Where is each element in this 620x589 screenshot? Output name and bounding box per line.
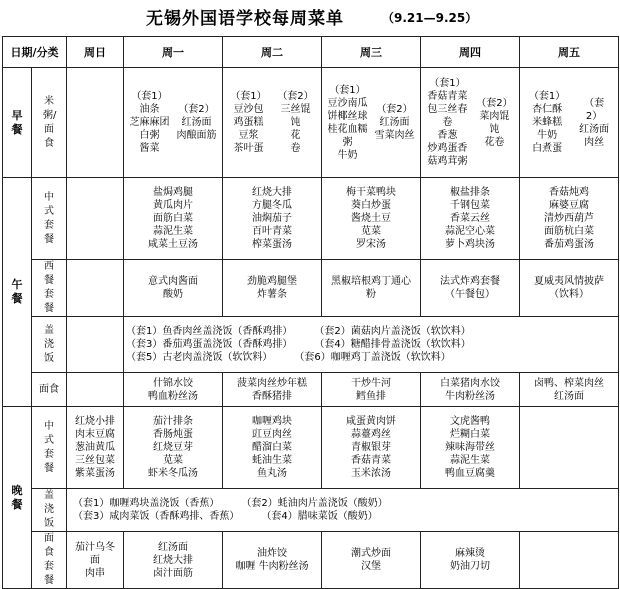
dish-line: 劲脆鸡腿堡 bbox=[247, 276, 297, 287]
dish-line: 豆沙南瓜 bbox=[327, 97, 368, 109]
dish-line: 红汤面 bbox=[181, 117, 212, 128]
dish-line: 包三丝春 bbox=[427, 104, 468, 115]
dish-line: 芝麻麻团 bbox=[129, 117, 170, 128]
dish-line: 咸菜土豆汤 bbox=[148, 239, 198, 250]
dish-line: 蚝油生菜 bbox=[252, 455, 292, 466]
lunch-label: 午餐 bbox=[3, 178, 32, 407]
dish-line: 花 bbox=[290, 130, 301, 141]
dish-line: 豆浆 bbox=[238, 130, 259, 141]
dish-line: 麻婆豆腐 bbox=[549, 200, 589, 211]
lunch-chinese-tue bbox=[223, 178, 322, 260]
dish-line: 蒜泥生菜 bbox=[153, 226, 193, 237]
lunch-chinese-row bbox=[3, 178, 619, 260]
dish-line: 牛奶 bbox=[537, 130, 558, 141]
dish-line: 罗宋汤 bbox=[356, 239, 386, 250]
dish-line: 咖喱鸡块 bbox=[252, 416, 292, 427]
dish-line: 米蜂糕 bbox=[532, 117, 563, 128]
lunch-western-mon bbox=[124, 260, 223, 317]
dish-line: 红烧小排 bbox=[75, 416, 115, 427]
dish-line: 青椒银芽 bbox=[351, 442, 391, 453]
dish-line: 三丝馄 bbox=[280, 104, 311, 115]
dish-line: （套1） bbox=[528, 91, 566, 102]
title-row bbox=[0, 0, 620, 30]
dish-line: 杏仁酥 bbox=[532, 104, 563, 115]
dinner-noodles-mon bbox=[124, 532, 223, 589]
dish-line: 肉末豆腐 bbox=[75, 429, 115, 440]
dish-line: 辣味海带丝 bbox=[445, 442, 495, 453]
breakfast-weekday bbox=[67, 68, 124, 178]
lunch-noodles-row bbox=[3, 373, 619, 407]
dish-line: 菠菜肉丝炒年糕 bbox=[237, 377, 307, 389]
dinner-chinese-mon bbox=[124, 407, 223, 489]
lunch-noodles-mon bbox=[124, 373, 223, 407]
dish-line: 香菜云丝 bbox=[450, 213, 490, 224]
dish-line: 虾米冬瓜汤 bbox=[148, 468, 198, 479]
lunch-noodles-tue bbox=[223, 373, 322, 407]
dish-line: 潮式炒面 bbox=[351, 548, 391, 559]
dish-line: 玉米浓汤 bbox=[351, 468, 391, 479]
dinner-ricebowl-category: 盖浇饭 bbox=[32, 489, 67, 532]
breakfast-label: 早餐 bbox=[3, 68, 32, 178]
dish-line: 烂糊白菜 bbox=[450, 429, 490, 440]
lunch-noodles-weekday bbox=[67, 373, 124, 407]
fri-header: 周五 bbox=[520, 37, 619, 68]
breakfast-tue bbox=[223, 68, 322, 178]
dinner-noodles-tue bbox=[223, 532, 322, 589]
lunch-ricebowl-list: （套1）鱼香肉丝盖浇饭（香酥鸡排） （套2）菌菇肉片盖浇饭（软饮料） （套3）番茄鸡蛋盖浇饭（香酥鸡排） （套4）糖醋排骨盖浇饭（软饮料） （套5）古老肉盖浇饭（软饮料） （套6）咖喱鸡丁盖浇饭（软饮料） bbox=[124, 317, 619, 373]
dish-line: 茶叶蛋 bbox=[233, 143, 264, 154]
lunch-chinese-wed bbox=[322, 178, 421, 260]
dish-line: 清炒西葫芦 bbox=[544, 213, 594, 224]
dish-line: （套1） bbox=[429, 78, 466, 89]
dish-line: （套2） bbox=[178, 104, 215, 115]
dish-line: 萝卜鸡块汤 bbox=[445, 239, 495, 250]
dish-line: 三丝包菜 bbox=[75, 455, 115, 466]
dish-line: 法式炸鸡套餐 bbox=[440, 276, 500, 287]
dish-line: 面筋杭白菜 bbox=[544, 226, 594, 237]
dish-line: 文虎酱鸭 bbox=[450, 416, 490, 427]
header-row bbox=[3, 37, 619, 68]
dish-line: （套 bbox=[584, 97, 605, 109]
dish-line: 卤鸭、榨菜肉丝 bbox=[534, 377, 604, 389]
lunch-noodles-wed bbox=[322, 373, 421, 407]
weekday-header: 周日 bbox=[67, 37, 124, 68]
dinner-ricebowl-list: （套1）咖喱鸡块盖浇饭（香蕉） （套2）蚝油肉片盖浇饭（酸奶） （套3）咸肉菜饭（香酥鸡排、香蕉） （套4）腊味菜饭（酸奶） bbox=[67, 489, 619, 532]
dish-line: 饨 bbox=[489, 123, 500, 135]
dish-line: 油焖茄子 bbox=[252, 213, 292, 224]
lunch-ricebowl-category: 盖浇饭 bbox=[32, 317, 67, 373]
dish-line: 粉 bbox=[366, 289, 376, 300]
dish-line: 鸭血粉丝汤 bbox=[148, 390, 198, 402]
dish-line: 鸡蛋糕 bbox=[233, 117, 264, 128]
tue-header: 周二 bbox=[223, 37, 322, 68]
lunch-chinese-mon bbox=[124, 178, 223, 260]
dish-line: 葵白炒蛋 bbox=[351, 200, 391, 211]
dish-line: 千钢包菜 bbox=[450, 200, 490, 211]
dish-line: 蒜泥生菜 bbox=[450, 455, 490, 466]
dinner-noodles-thu bbox=[421, 532, 520, 589]
dish-line: 油炸饺 bbox=[257, 548, 287, 559]
dish-line: 饨 bbox=[290, 117, 301, 128]
dinner-chinese-wed bbox=[322, 407, 421, 489]
lunch-chinese-fri bbox=[520, 178, 619, 260]
dish-line: 奶油刀切 bbox=[450, 561, 490, 572]
dish-line: 红汤面 bbox=[158, 541, 188, 553]
dish-line: （套2） bbox=[277, 91, 314, 102]
dish-line: 红汤面 bbox=[379, 117, 410, 128]
lunch-noodles-fri bbox=[520, 373, 619, 407]
lunch-western-tue bbox=[223, 260, 322, 317]
lunch-chinese-thu bbox=[421, 178, 520, 260]
dish-line: 白菜猪肉水饺 bbox=[440, 377, 500, 389]
dinner-chinese-fri bbox=[520, 407, 619, 489]
dish-line: 牛肉粉丝汤 bbox=[445, 390, 495, 402]
dinner-noodles-weekday bbox=[67, 532, 124, 589]
dish-line: 蒜薹鸡丝 bbox=[351, 429, 391, 440]
dish-line: 酸奶 bbox=[163, 289, 183, 300]
thu-header: 周四 bbox=[421, 37, 520, 68]
dish-line: 牛奶 bbox=[337, 149, 358, 161]
dish-line: 什锦水饺 bbox=[153, 377, 193, 389]
dinner-ricebowl-row bbox=[3, 489, 619, 532]
dish-line: 肉丝 bbox=[584, 136, 605, 148]
lunch-western-wed bbox=[322, 260, 421, 317]
dish-line: 醋溜白菜 bbox=[252, 442, 292, 453]
dish-line: （套1） bbox=[131, 91, 168, 102]
breakfast-category: 米粥/面食 bbox=[32, 68, 67, 178]
dish-line: 酱菜 bbox=[139, 143, 160, 154]
dish-line: 番茄鸡蛋汤 bbox=[544, 239, 594, 250]
dish-line: （套2） bbox=[476, 97, 513, 109]
lunch-western-row bbox=[3, 260, 619, 317]
date-category-header: 日期/分类 bbox=[3, 37, 67, 68]
dish-line: 卤汁面筋 bbox=[153, 567, 193, 579]
dish-line: 茄汁排条 bbox=[153, 416, 193, 427]
dish-line: 香葱 bbox=[437, 130, 458, 141]
dish-line: 桂花血糯 bbox=[327, 123, 368, 135]
dish-line: 葱油黄瓜 bbox=[75, 442, 115, 453]
dish-line: 香酥猪排 bbox=[252, 390, 292, 402]
dish-line: 红烧大排 bbox=[153, 554, 193, 566]
dish-line: 香菇炖鸡 bbox=[549, 187, 589, 198]
dish-line: 榨菜蛋汤 bbox=[252, 239, 292, 250]
breakfast-wed bbox=[322, 68, 421, 178]
dish-line: 方腿冬瓜 bbox=[252, 200, 292, 211]
dish-line: 汉堡 bbox=[361, 561, 381, 572]
dish-line: 咸蛋黄肉饼 bbox=[346, 416, 396, 427]
breakfast-mon bbox=[124, 68, 223, 178]
dish-line: 香菇青菜 bbox=[351, 455, 391, 466]
dish-line: 茄汁乌冬 bbox=[75, 541, 115, 553]
menu-table bbox=[2, 36, 619, 589]
dish-line: 椒盐排条 bbox=[450, 187, 490, 198]
dish-line: （午餐包） bbox=[445, 289, 495, 300]
dish-line: 红烧大排 bbox=[252, 187, 292, 198]
dish-line: 雪菜肉丝 bbox=[374, 130, 415, 141]
dinner-chinese-thu bbox=[421, 407, 520, 489]
dish-line: 意式肉酱面 bbox=[148, 276, 198, 287]
dish-line: 鱼丸汤 bbox=[257, 468, 287, 479]
dinner-noodles-fri bbox=[520, 532, 619, 589]
dish-line: 菇鸡茸粥 bbox=[427, 156, 468, 167]
dish-line: 粥 bbox=[342, 136, 353, 148]
lunch-noodles-category: 面食 bbox=[32, 373, 67, 407]
dish-line: 香肠炖蛋 bbox=[153, 429, 193, 440]
dish-line: 肉串 bbox=[85, 567, 105, 579]
dish-line: 黄瓜肉片 bbox=[153, 200, 193, 211]
dish-line: 麻辣烫 bbox=[455, 548, 485, 559]
dish-line: （套1） bbox=[329, 84, 366, 96]
lunch-chinese-weekday bbox=[67, 178, 124, 260]
dish-line: 夏威夷风情披萨 bbox=[534, 276, 604, 287]
dish-line: 白煮蛋 bbox=[532, 143, 563, 154]
dish-line: 红烧豆芽 bbox=[153, 442, 193, 453]
dinner-noodles-row bbox=[3, 532, 619, 589]
lunch-ricebowl-row bbox=[3, 317, 619, 373]
breakfast-row bbox=[3, 68, 619, 178]
breakfast-thu bbox=[421, 68, 520, 178]
lunch-western-weekday bbox=[67, 260, 124, 317]
page-title: 无锡外国语学校每周菜单 bbox=[146, 9, 344, 29]
dish-line: 咖喱 牛肉粉丝汤 bbox=[235, 561, 309, 572]
dish-line: 豇豆肉丝 bbox=[252, 429, 292, 440]
dish-line: 卷 bbox=[442, 117, 453, 128]
dish-line: 菜肉馄 bbox=[479, 110, 510, 122]
dish-line: 2） bbox=[585, 110, 603, 122]
dish-line: 豆沙包 bbox=[233, 104, 264, 115]
dinner-noodles-category: 面食套餐 bbox=[32, 532, 67, 589]
dinner-chinese-row bbox=[3, 407, 619, 489]
dish-line: 盐焗鸡腿 bbox=[153, 187, 193, 198]
dish-line: 酱烧土豆 bbox=[351, 213, 391, 224]
dish-line: 花卷 bbox=[484, 136, 505, 148]
wed-header: 周三 bbox=[322, 37, 421, 68]
lunch-chinese-category: 中式套餐 bbox=[32, 178, 67, 260]
dish-line: 油条 bbox=[139, 104, 160, 115]
lunch-ricebowl-weekday bbox=[67, 317, 124, 373]
dish-line: （套2） bbox=[376, 104, 413, 115]
dish-line: 红汤面 bbox=[579, 123, 610, 135]
dish-line: （套1） bbox=[230, 91, 267, 102]
dish-line: 苋菜 bbox=[361, 226, 381, 237]
dish-line: 炒鸡蛋香 bbox=[427, 143, 468, 154]
dish-line: 紫菜蛋汤 bbox=[75, 468, 115, 479]
dish-line: 干炒牛河 bbox=[351, 377, 391, 389]
dish-line: 肉酿面筋 bbox=[176, 130, 217, 141]
dish-line: 梅干菜鸭块 bbox=[346, 187, 396, 198]
dish-line: 黑椒培根鸡丁通心 bbox=[331, 276, 411, 287]
dinner-label: 晚餐 bbox=[3, 407, 32, 589]
dish-line: 卷 bbox=[290, 143, 301, 154]
lunch-western-category: 西餐套餐 bbox=[32, 260, 67, 317]
dish-line: 面 bbox=[90, 554, 100, 566]
dish-line: 苋菜 bbox=[163, 455, 183, 466]
date-range: （9.21—9.25） bbox=[382, 11, 478, 25]
lunch-western-thu bbox=[421, 260, 520, 317]
dinner-noodles-wed bbox=[322, 532, 421, 589]
lunch-western-fri bbox=[520, 260, 619, 317]
dish-line: 香菇青菜 bbox=[427, 91, 468, 102]
dish-line: 饼椰丝球 bbox=[327, 110, 368, 122]
dish-line: 面筋白菜 bbox=[153, 213, 193, 224]
dish-line: 白粥 bbox=[139, 130, 160, 141]
dish-line: 蒜泥空心菜 bbox=[445, 226, 495, 237]
dish-line: 炸薯条 bbox=[257, 289, 287, 300]
lunch-noodles-thu bbox=[421, 373, 520, 407]
dish-line: 红汤面 bbox=[554, 390, 584, 402]
dinner-chinese-weekday bbox=[67, 407, 124, 489]
dinner-chinese-category: 中式套餐 bbox=[32, 407, 67, 489]
breakfast-fri bbox=[520, 68, 619, 178]
dish-line: 百叶青菜 bbox=[252, 226, 292, 237]
dish-line: 鸭血豆腐羹 bbox=[445, 468, 495, 479]
mon-header: 周一 bbox=[124, 37, 223, 68]
dish-line: 鳕鱼排 bbox=[356, 390, 386, 402]
dish-line: （饮料） bbox=[549, 289, 589, 300]
dinner-chinese-tue bbox=[223, 407, 322, 489]
